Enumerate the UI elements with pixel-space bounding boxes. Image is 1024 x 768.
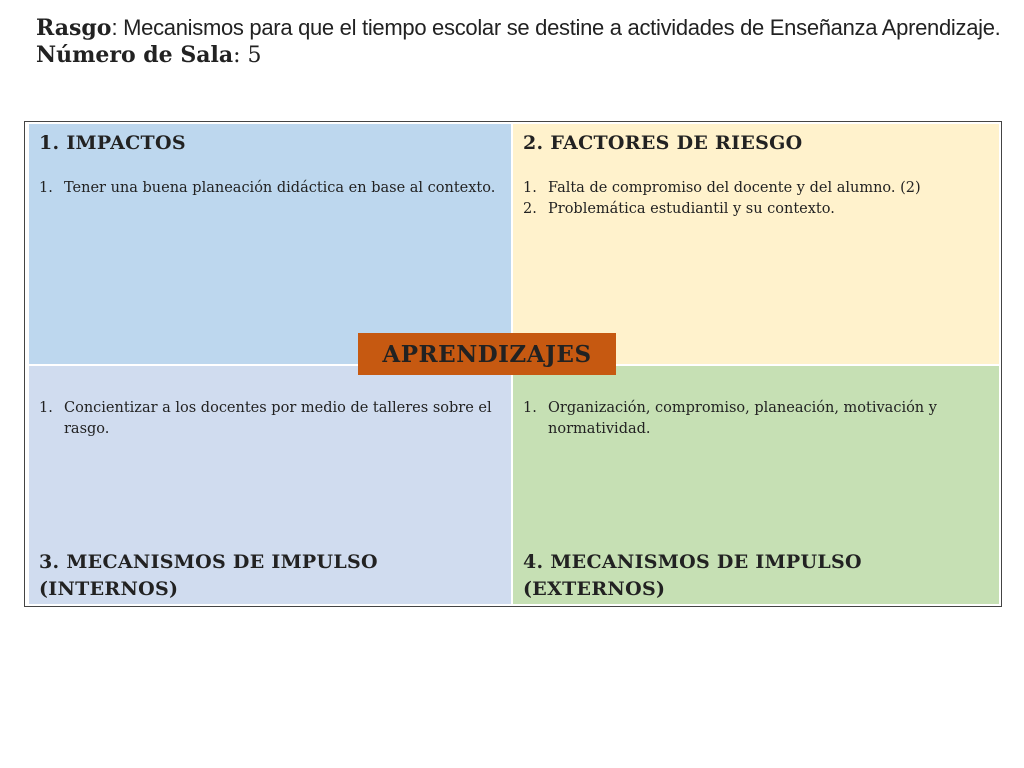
list-item: 1. Organización, compromiso, planeación, motivación y normatividad.: [523, 400, 937, 437]
quadrant-title: 1. IMPACTOS: [39, 132, 186, 154]
list-item: 1. Concientizar a los docentes por medio de talleres sobre el rasgo.: [39, 400, 492, 437]
list-item: 1. Tener una buena planeación didáctica en base al contexto.: [39, 180, 496, 196]
quadrant-impactos: [29, 124, 511, 364]
slide-header: [36, 14, 1001, 69]
list-item: 1. Falta de compromiso del docente y del alumno. (2): [523, 180, 921, 196]
item-list: [39, 178, 509, 199]
item-list: [523, 178, 978, 220]
quadrant-mecanismos-internos: [29, 366, 511, 604]
item-list: [39, 398, 509, 440]
rasgo-text: Mecanismos para que el tiempo escolar se destine a actividades de Enseñanza Aprendizaje.: [123, 15, 1001, 40]
quadrant-title: 3. MECANISMOS DE IMPULSO (INTERNOS): [39, 551, 378, 600]
sala-label: Número de Sala: [36, 42, 234, 68]
rasgo-line: Rasgo: Mecanismos para que el tiempo escolar se destine a actividades de Enseñanza Aprendizaje.: [36, 15, 1001, 41]
item-list: [523, 398, 978, 440]
quadrant-title: 2. FACTORES DE RIESGO: [523, 132, 803, 154]
quadrant-title: 4. MECANISMOS DE IMPULSO (EXTERNOS): [523, 551, 862, 600]
quadrant-factores-de-riesgo: [513, 124, 999, 364]
sala-value: 5: [247, 43, 262, 68]
quadrant-mecanismos-externos: [513, 366, 999, 604]
rasgo-label: Rasgo: [36, 15, 112, 41]
list-item: 2. Problemática estudiantil y su contexto.: [523, 201, 835, 217]
center-label-aprendizajes: APRENDIZAJES: [358, 333, 616, 375]
sala-line: Número de Sala: 5: [36, 42, 262, 68]
